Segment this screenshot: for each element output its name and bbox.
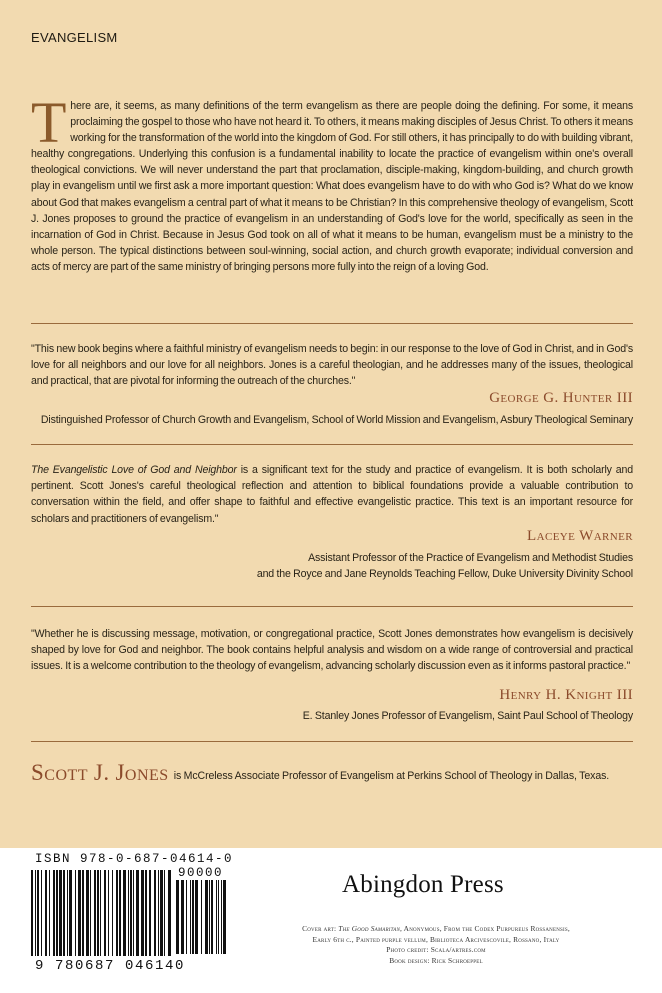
barcode-bar <box>168 870 171 956</box>
barcode-bar <box>53 870 55 956</box>
divider <box>31 444 633 445</box>
endorser-title-3: E. Stanley Jones Professor of Evangelism, Saint Paul School of Theology <box>302 710 633 722</box>
barcode-bar <box>190 880 191 954</box>
barcode-bar <box>100 870 101 956</box>
credit-photo: Photo credit: Scala/artres.com <box>386 945 486 955</box>
barcode-bar <box>45 870 47 956</box>
barcode-bar <box>75 870 76 956</box>
barcode-bar <box>112 870 113 956</box>
barcode-bar <box>59 870 62 956</box>
endorser-name-2: Laceye Warner <box>527 528 633 544</box>
barcode-bar <box>37 870 39 956</box>
author-bio <box>31 760 641 786</box>
barcode-bar <box>104 870 106 956</box>
author-name: Scott J. Jones <box>31 760 169 785</box>
barcode-bar <box>149 870 151 956</box>
barcode-bar <box>216 880 217 954</box>
barcode-bar <box>90 870 91 956</box>
barcode-bar <box>78 870 81 956</box>
drop-cap: T <box>31 90 67 155</box>
divider <box>31 741 633 742</box>
barcode-bar <box>195 880 198 954</box>
author-bio-text: is McCreless Associate Professor of Evangelism at Perkins School of Theology in Dallas, Texas. <box>173 770 610 782</box>
endorsement-quote-1: "This new book begins where a faithful ministry of evangelism needs to begin: in our response to the love of God in Christ, and in God's love for all neighbors and our love for all neighbors. Jones is a careful theologian, and he addresses many of the issues, theological and practical, that are pivotal for informing the outreach of the churches." <box>31 343 633 388</box>
barcode-bar <box>86 870 89 956</box>
barcode-bar <box>56 870 58 956</box>
barcode-bar <box>141 870 144 956</box>
barcode-bar <box>223 880 226 954</box>
barcode-bar <box>201 880 202 954</box>
credit-line-2: Early 6th c., Painted purple vellum, Biblioteca Arcivescovile, Rossano, Italy <box>312 934 560 944</box>
barcode-bar <box>192 880 194 954</box>
barcode-bar <box>186 880 187 954</box>
publisher-logo: Abingdon Press <box>342 871 504 898</box>
endorser-title-2a: Assistant Professor of the Practice of Evangelism and Methodist Studies <box>308 552 633 564</box>
barcode-bar <box>221 880 222 954</box>
barcode-bar <box>133 870 134 956</box>
barcode-bar <box>108 870 109 956</box>
divider <box>31 323 633 324</box>
isbn-barcode <box>31 870 173 966</box>
barcode-bar <box>176 880 179 954</box>
barcode-bar <box>119 870 121 956</box>
endorser-name-3: Henry H. Knight III <box>499 687 633 703</box>
barcode-bar <box>63 870 65 956</box>
barcode-bar <box>136 870 139 956</box>
barcode-bar <box>35 870 36 956</box>
barcode-bar <box>69 870 72 956</box>
barcode-bar <box>211 880 213 954</box>
isbn: ISBN 978-0-687-04614-0 <box>35 852 234 866</box>
barcode-bar <box>128 870 129 956</box>
credits <box>236 924 636 966</box>
description-blurb <box>31 90 633 275</box>
barcode-bar <box>160 870 163 956</box>
barcode-bar <box>67 870 68 956</box>
endorsement-quote-2-text: is a significant text for the study and practice of evangelism. It is both scholarly and pertinent. Scott Jones's careful theological reflection and attention to biblical foundations provide a valuable contribution to conversation within the field, and offer shape to faithful and effective evangelistic practice. This text is an important resource for scholars and practitioners of evangelism." <box>31 464 633 525</box>
endorsement-quote-3: "Whether he is discussing message, motivation, or congregational practice, Scott Jones demonstrates how evangelism is decisively shaped by love for God and neighbor. The book contains helpful analysis and wisdom on a wide range of controversial and practical issues. It is a welcome contribution to the theology of evangelism, advancing scholarly discussion even as it informs pastoral practice." <box>31 628 633 673</box>
barcode-digits: 9 780687 046140 <box>35 958 186 974</box>
book-title: The Evangelistic Love of God and Neighbor <box>31 464 237 476</box>
credit-design: Book design: Rick Schroeppel <box>389 955 483 965</box>
barcode-bar <box>94 870 96 956</box>
barcode-bar <box>145 870 147 956</box>
barcode-bar <box>158 870 159 956</box>
barcode-bar <box>205 880 208 954</box>
barcode-bar <box>130 870 132 956</box>
barcode-bar <box>82 870 84 956</box>
barcode-bar <box>209 880 210 954</box>
barcode-bar <box>181 880 184 954</box>
category-label: EVANGELISM <box>31 30 118 45</box>
barcode-bar <box>41 870 42 956</box>
blurb-text: here are, it seems, as many definitions of the term evangelism as there are people doing the defining. For some, it means proclaiming the gospel to those who have not heard it. To others, it means making disciples of Jesus Christ. To others it means working for the transformation of the world into the kingdom of God. For still others, it has principally to do with building vibrant, healthy congregations. Underlying this confusion is a fundamental inability to locate the practice of evangelism within one's overall theological convictions. We will never understand the part that proclamation, disciple-making, kingdom-building, and church growth play in evangelism until we first ask a more important question: What does evangelism have to do with who God is? What do we know about God that makes evangelism a central part of what it means to be Christian? In this comprehensive theology of evangelism, Scott J. Jones proposes to ground the practice of evangelism in an understanding of God's love for the world, specifically as seen in the incarnation of God in Christ. Because in Jesus God took on all of what it means to be human, evangelism must be a ministry to the whole person. The typical distinctions between soul-winning, social action, and church growth evaporate; individual conversion and acts of mercy are part of the same ministry of bringing persons more fully into the reign of a loving God. <box>31 100 633 273</box>
price-barcode <box>176 880 226 954</box>
credit-cover-art: Cover art: The Good Samaritan, Anonymous, From the Codex Purpureus Rossanensis, <box>302 924 570 933</box>
barcode-bar <box>31 870 33 956</box>
endorser-title-2b: and the Royce and Jane Reynolds Teaching Fellow, Duke University Divinity School <box>256 568 633 580</box>
endorser-title-1: Distinguished Professor of Church Growth and Evangelism, School of World Mission and Evangelism, Asbury Theological Seminary <box>40 414 633 426</box>
barcode-bar <box>123 870 126 956</box>
barcode-bar <box>116 870 118 956</box>
price-code: 90000 <box>178 866 224 880</box>
barcode-bar <box>49 870 50 956</box>
barcode-bar <box>218 880 219 954</box>
barcode-bar <box>154 870 156 956</box>
endorsement-quote-2 <box>31 462 633 527</box>
barcode-bar <box>164 870 165 956</box>
barcode-bar <box>97 870 99 956</box>
endorser-name-1: George G. Hunter III <box>489 390 633 406</box>
divider <box>31 606 633 607</box>
